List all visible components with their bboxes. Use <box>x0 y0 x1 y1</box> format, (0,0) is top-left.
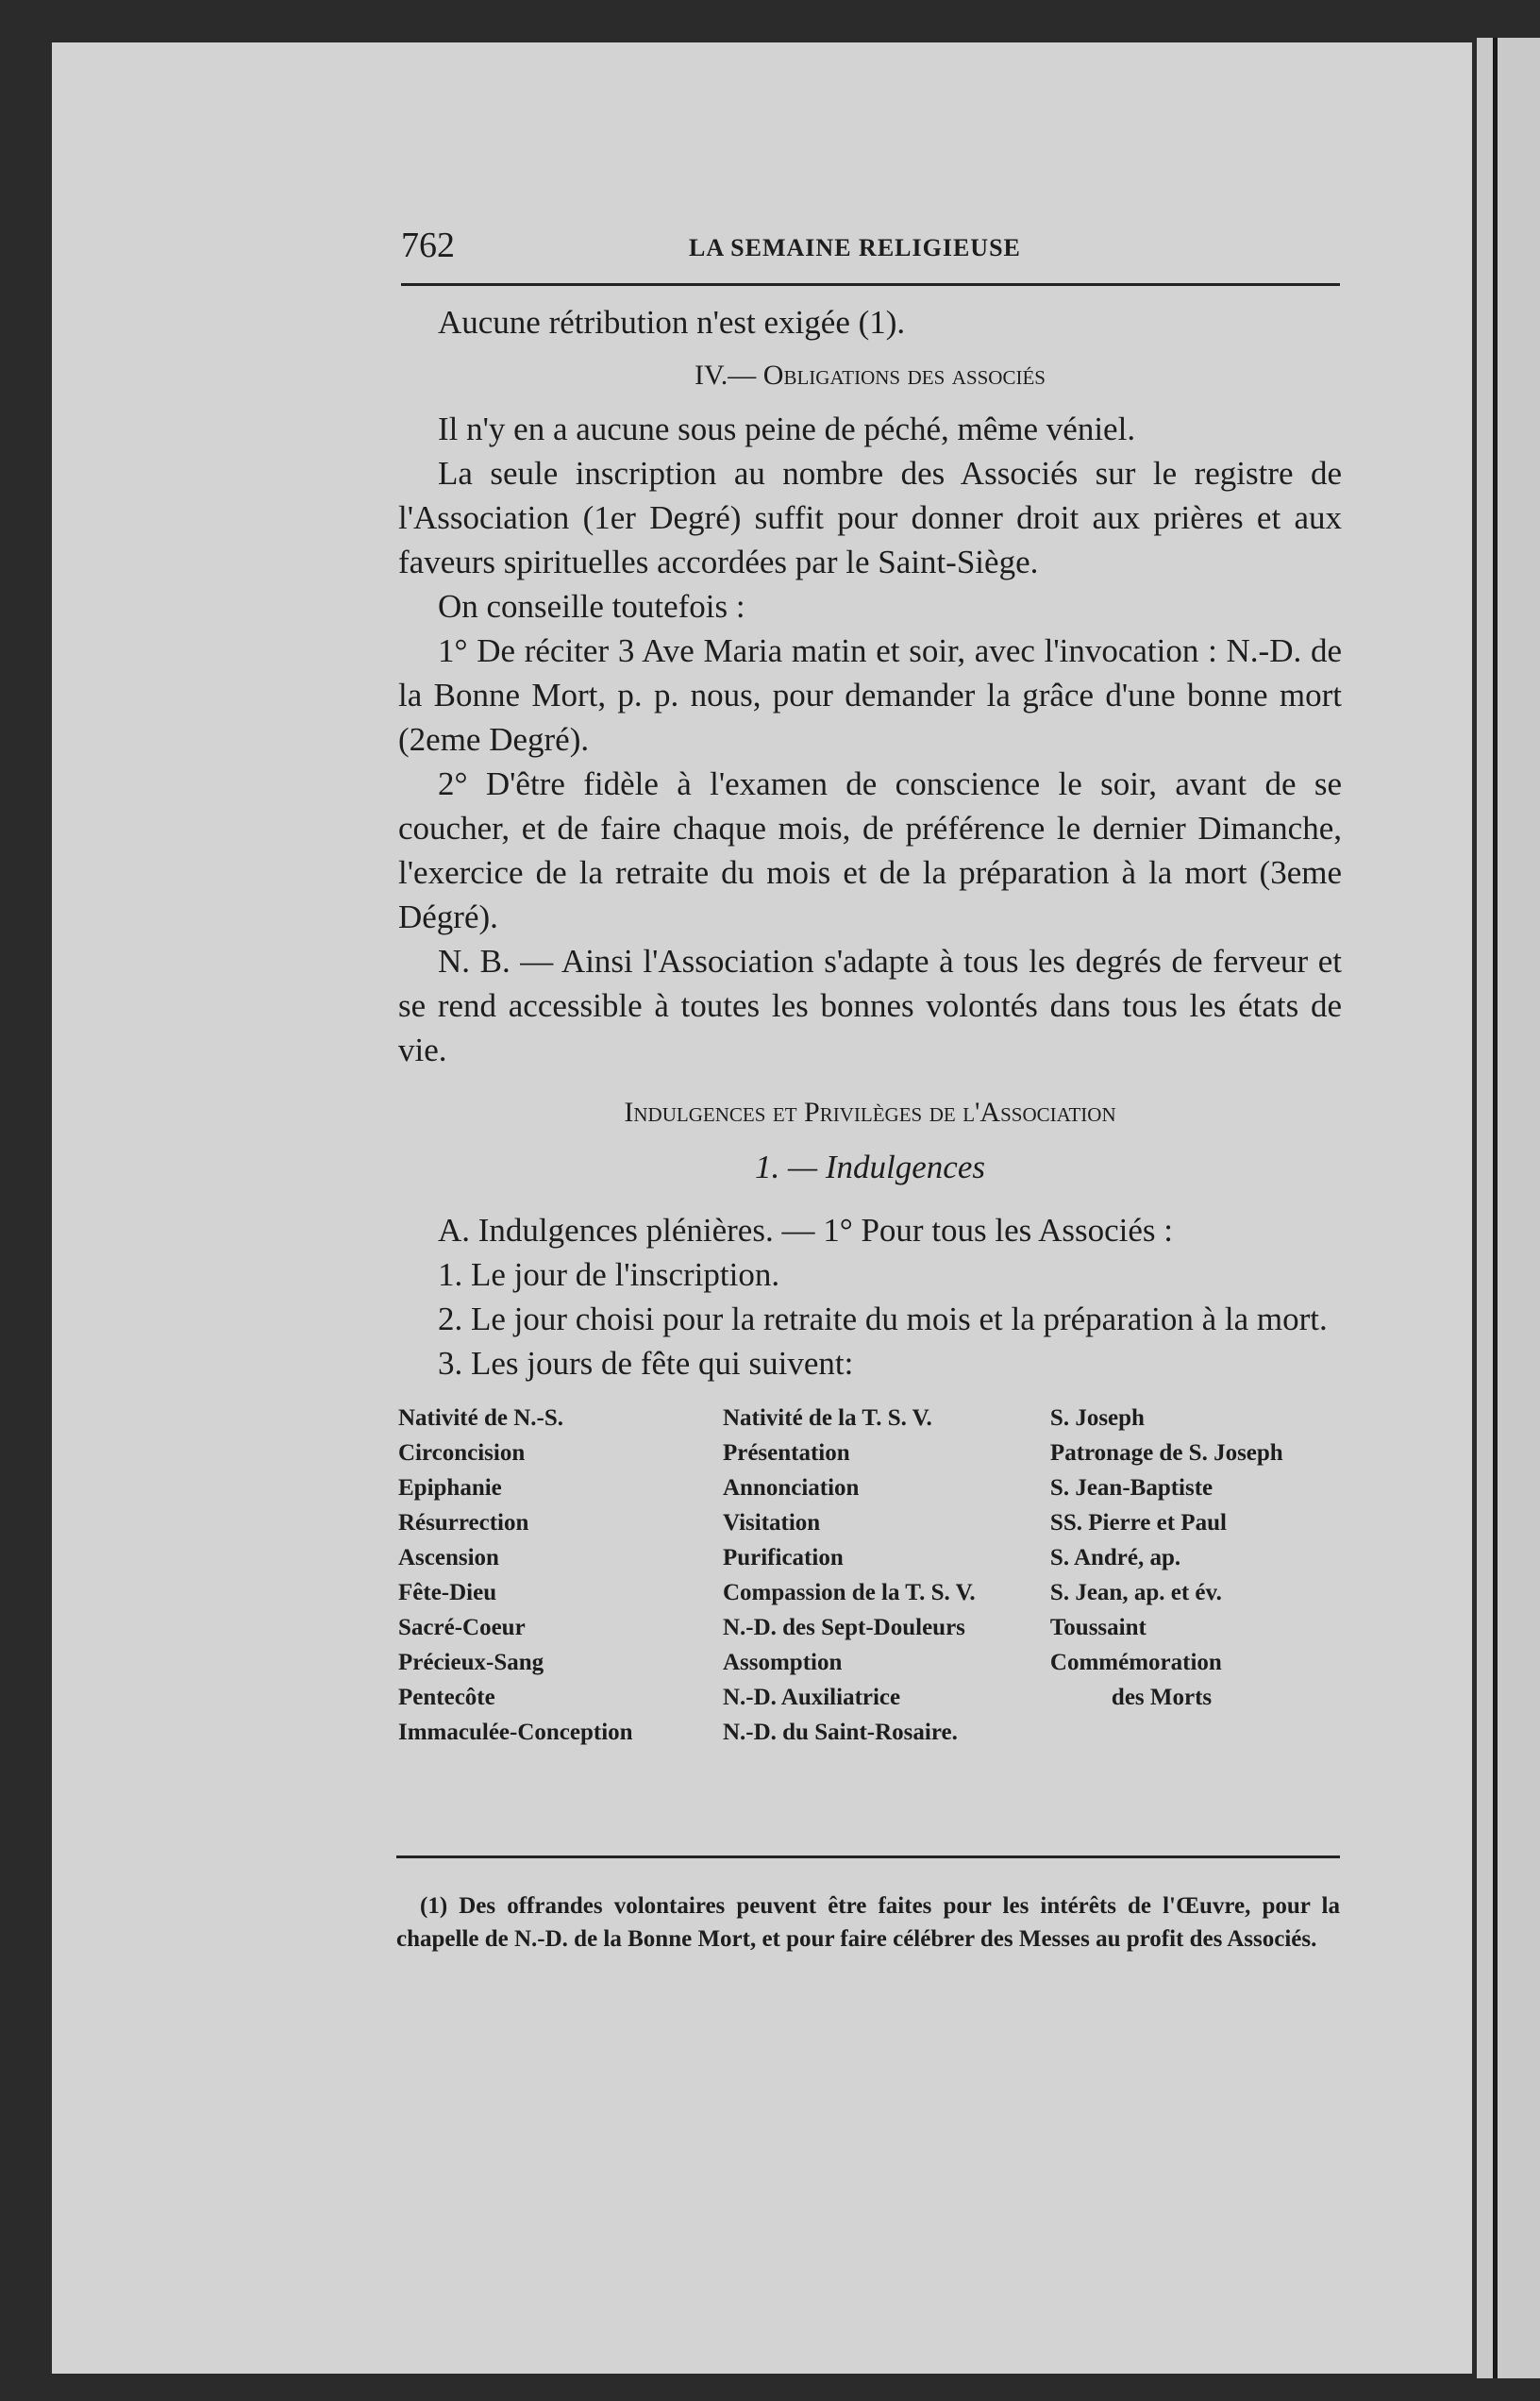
paragraph-plenary: A. Indulgences plénières. — 1° Pour tous les Associés : <box>438 1212 1174 1249</box>
feast-item: Epiphanie <box>398 1475 502 1501</box>
feast-item: Visitation <box>722 1510 821 1536</box>
feast-item: Purification <box>722 1545 844 1570</box>
feast-item: Présentation <box>722 1440 850 1466</box>
paragraph-no-sin: Il n'y en a aucune sous peine de péché, même véniel. <box>438 411 1136 447</box>
feast-item: Circoncision <box>398 1440 526 1466</box>
feast-column-1 <box>398 1401 723 1750</box>
feast-item: Assomption <box>722 1650 843 1675</box>
feast-item: Commémoration <box>1049 1650 1222 1675</box>
intro-line: Aucune rétribution n'est exigée (1). <box>438 304 906 341</box>
feast-item: SS. Pierre et Paul <box>1049 1510 1227 1536</box>
list-item-feast-days: 3. Les jours de fête qui suivent: <box>438 1345 854 1382</box>
feast-item: Pentecôte <box>398 1685 495 1710</box>
feast-days-table <box>398 1401 1342 1750</box>
page-body <box>398 300 1342 1750</box>
paragraph-nota-bene: N. B. — Ainsi l'Association s'adapte à tous les degrés de ferveur et se rend accessible à toutes les bonnes volontés dans tous les états de vie. <box>398 943 1342 1068</box>
list-item-inscription-day: 1. Le jour de l'inscription. <box>438 1256 780 1293</box>
feast-item: S. André, ap. <box>1049 1545 1181 1570</box>
list-item-retreat-day: 2. Le jour choisi pour la retraite du mois et la préparation à la mort. <box>438 1301 1328 1337</box>
paragraph-ave-maria: 1° De réciter 3 Ave Maria matin et soir, avec l'invocation : N.-D. de la Bonne Mort, p. p. nous, pour demander la grâce d'une bonne mort (2eme Degré). <box>398 632 1342 758</box>
next-page-edge <box>1477 38 1540 2378</box>
feast-item: Annonciation <box>722 1475 860 1501</box>
feast-column-2 <box>723 1401 1050 1750</box>
feast-column-3 <box>1050 1401 1342 1750</box>
feast-item: Ascension <box>398 1545 499 1570</box>
paragraph-advice: On conseille toutefois : <box>438 588 745 625</box>
feast-item: Immaculée-Conception <box>398 1720 633 1745</box>
feast-item: Nativité de la T. S. V. <box>722 1405 932 1431</box>
paragraph-inscription: La seule inscription au nombre des Associés sur le registre de l'Association (1er Degré) suffit pour donner droit aux prières et aux faveurs spirituelles accordées par le Saint-Siège. <box>398 455 1342 580</box>
feast-item: Sacré-Coeur <box>398 1615 526 1640</box>
feast-item: N.-D. du Saint-Rosaire. <box>722 1720 958 1745</box>
footnote: (1) Des offrandes volontaires peuvent être faites pour les intérêts de l'Œuvre, pour la chapelle de N.-D. de la Bonne Mort, et pour faire célébrer des Messes au profit des Associés. <box>396 1893 1340 1952</box>
page-number: 762 <box>401 226 455 265</box>
section-title-obligations: IV.— Obligations des associés <box>695 360 1046 391</box>
footnote-rule <box>396 1855 1340 1858</box>
feast-item: S. Joseph <box>1049 1405 1145 1431</box>
feast-item: Fête-Dieu <box>398 1580 497 1605</box>
feast-item: S. Jean-Baptiste <box>1049 1475 1214 1501</box>
page-header <box>401 225 1340 286</box>
feast-item: des Morts <box>1111 1685 1213 1710</box>
book-gutter-line <box>1493 38 1498 2378</box>
feast-item: Précieux-Sang <box>398 1650 544 1675</box>
feast-item: Nativité de N.-S. <box>398 1405 563 1431</box>
feast-item: Compassion de la T. S. V. <box>722 1580 976 1605</box>
feast-item: S. Jean, ap. et év. <box>1049 1580 1222 1605</box>
paragraph-examen: 2° D'être fidèle à l'examen de conscience le soir, avant de se coucher, et de faire chaque mois, de préférence le dernier Dimanche, l'exercice de la retraite du mois et de la préparation à la mort (3eme Dégré). <box>398 765 1342 935</box>
feast-item: N.-D. Auxiliatrice <box>722 1685 901 1710</box>
feast-item: Patronage de S. Joseph <box>1049 1440 1283 1466</box>
running-title: LA SEMAINE RELIGIEUSE <box>689 234 1021 261</box>
subsection-title-indulgences: 1. — Indulgences <box>755 1149 985 1185</box>
feast-item: Toussaint <box>1049 1615 1147 1640</box>
section-title-indulgences: Indulgences et Privilèges de l'Association <box>624 1097 1116 1128</box>
feast-item: N.-D. des Sept-Douleurs <box>722 1615 965 1640</box>
feast-item: Résurrection <box>398 1510 529 1536</box>
